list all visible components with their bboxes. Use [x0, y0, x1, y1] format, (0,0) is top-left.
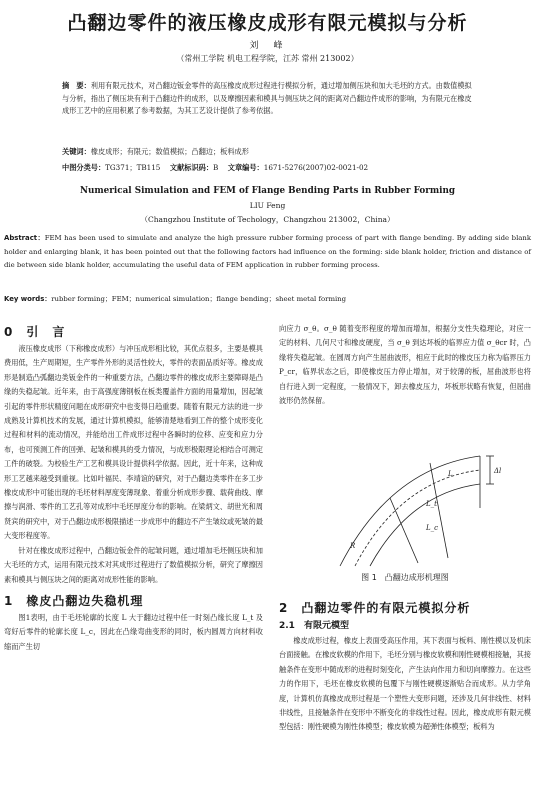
author-cn: 刘 峰 — [249, 41, 286, 51]
doc-code-value: B — [213, 163, 219, 172]
abstract-cn-label: 摘 要： — [62, 81, 91, 90]
figure-label-R: R — [350, 542, 356, 550]
figure-inner-arc — [370, 484, 480, 566]
figure-outer-arc — [340, 456, 480, 566]
affiliation-en: （Changzhou Institute of Techology，Changzhou 213002，China） — [140, 215, 395, 224]
abstract-cn — [62, 80, 472, 118]
figure-radial-line-1 — [430, 463, 448, 558]
keywords-cn-label: 关键词： — [62, 147, 91, 156]
clc-label: 中图分类号： — [62, 163, 106, 172]
section-1-paragraph-1-cont: 向应力 σ_θ。σ_θ 随着变形程度的增加而增加，根据分支性失稳理论，对应一定的材料、几何尺寸和橡皮硬度，当 σ_θ 到达坏板的临界应力值 σ_θcr 时，凸缘将失稳起皱。在圆周方向产生屈曲波形，相应于此时的橡皮压力称为临界压力 P_cr，临界状态之后，即使橡皮压力停止增加，对于较薄的板，屈曲波形也将自行进入到一定程度，一般情况下，卸去橡皮压力，坏板形状略有恢复，但屈曲波形仍然保留。 — [279, 324, 531, 406]
right-column-top — [279, 322, 531, 408]
figure-label-dl: Δl — [494, 467, 502, 475]
figure-label-Lc: L_c — [426, 524, 439, 532]
doc-code-label: 文献标识码： — [169, 163, 214, 172]
keywords-en — [4, 293, 531, 305]
section-0-heading: 0 引 言 — [4, 325, 66, 339]
classification-cn — [62, 162, 472, 175]
article-id-label: 文章编号： — [227, 163, 264, 172]
affiliation-cn: （常州工学院 机电工程学院，江苏 常州 213002） — [176, 54, 359, 63]
section-0-paragraph-1: 液压橡皮成形（下称橡皮成形）与冲压成形相比较，其优点很多，主要是模具费用低，生产周期短，生产零件外形的灵活性较大，零件的表面品质好等。橡皮成形是制造凸弧翻边类钣金件的一种重要方法，凸翻边零件的橡皮成形主要障碍是凸缘的失稳起皱。近年来，由于高强度薄钢板在板类覆盖件方面的用量增加，因起皱引起的零件形状精度问题在成形研究中也变得日趋重要。随着有限元方法的进一步成熟及计算机技术的发展，通过计算机模拟，能够清楚地看到工件的整个成形变化过程和材料的流动情况，并能给出工件成形过程中各瞬时的位移、应变和应力分布，也可预测工件的回弹、起皱和模具的受力情况，与成形极限理论相结合可测定工件的破裂。为校验生产工艺和模具设计提供科学依据。因此，近十年来，这种成形工艺越来越受到重视。比如叶福民、李靖谊的研究，对于凸翻边类零件在多工步橡皮成形中可能出现的毛坯材料厚度变薄现象、着重分析成形步骤、载荷曲线、摩擦与润滑、零件的工艺孔等对成形中毛坯厚度分布的影响。在梁炳文、胡世光和周贤宾的研究中，对于凸翻边成形极限描述一步成形中的翻边不产生皱纹或死皱的最大变形程度等。 — [4, 344, 263, 541]
keywords-cn — [62, 146, 472, 159]
abstract-en-label: Abstract： — [4, 234, 45, 242]
paper-title-en: Numerical Simulation and FEM of Flange Bending Parts in Rubber Forming — [79, 186, 456, 196]
abstract-cn-text: 利用有限元技术，对凸翻边钣金零件的高压橡皮成形过程进行模拟分析，通过增加侧压块和加大毛坯的方式。由数值模拟与分析，指出了侧压块有利于凸翻边件的成形，以及摩擦因素和模具与侧压块之间的距离对凸翻边件成形的影响，为有限元在橡皮成形工艺中的应用积累了参考数据，为其工艺设计提供了参考依据。 — [62, 81, 472, 116]
abstract-en — [4, 232, 531, 273]
paper-title-cn: 凸翻边零件的液压橡皮成形有限元模拟与分析 — [67, 12, 468, 34]
right-column-bottom — [279, 598, 531, 735]
section-1-heading: 1 橡皮凸翻边失稳机理 — [4, 593, 144, 608]
abstract-en-text: FEM has been used to simulate and analyze the high pressure rubber forming process of part with flange bending. By adding side blank holder and enlarging blank, it has been pointed out that the following factors had influence on the forming: side blank holder, friction and distance of die between side blank holder, accumulating the useful data of FEM application in rubber forming process. — [4, 234, 532, 270]
section-2-heading: 2 凸翻边零件的有限元模拟分析 — [279, 601, 471, 615]
figure-1-diagram — [330, 448, 510, 568]
figure-1-caption: 图 1 凸翻边成形机理图 — [361, 573, 449, 582]
section-2-1-heading: 2.1 有限元模型 — [279, 621, 349, 631]
section-1-paragraph-1: 图1表明，由于毛坯轮廓的长度 L 大于翻边过程中任一时刻凸缘长度 L_t 及弯好后零件的轮廓长度 L_c，因此在凸缘弯曲变形的同时，板内圆周方向材料收缩而产生切 — [4, 612, 263, 651]
keywords-cn-text: 橡皮成形；有限元；数值模拟；凸翻边；板料成形 — [90, 147, 249, 156]
left-column — [4, 322, 263, 654]
keywords-en-text: rubber forming；FEM；numerical simulation；flange bending；sheet metal forming — [51, 295, 347, 303]
section-0-paragraph-2: 针对在橡皮成形过程中，凸翻边钣金件的起皱问题，通过增加毛坯侧压块和加大毛坯的方式，运用有限元技术对其成形过程进行了数值模拟分析，研究了摩擦因素和模具与侧压块之间的距离对成形性能的影响。 — [4, 545, 263, 584]
section-2-1-paragraph-1: 橡皮成形过程，橡皮上表面受高压作用，其下表面与板料、刚性模以及机床台面接触。在橡皮软模的作用下，毛坯分别与橡皮软模和刚性硬模相接触，其接触条件在变形中随成形的进程时刻变化，产生法向作用力和切向摩擦力。在这些力的作用下，毛坯在橡皮软模的包覆下与刚性硬模逐渐贴合而成形。从力学角度，计算机仿真橡皮成形过程是一个塑性大变形问题，还涉及几何非线性、材料非线性，且接触条件在变形中不断变化的非线性过程。因此，橡皮成形有限元模型包括：刚性硬模为刚性体模型；橡皮软模为超弹性体模型；板料为 — [279, 636, 531, 732]
clc-value: TG371；TB115 — [105, 163, 161, 172]
figure-label-L: L — [448, 470, 453, 478]
article-id-value: 1671-5276(2007)02-0021-02 — [263, 163, 369, 172]
figure-mid-arc — [355, 470, 480, 566]
author-en: LIU Feng — [249, 201, 286, 210]
keywords-en-label: Key words： — [4, 295, 52, 303]
figure-label-Lt: L_t — [426, 500, 437, 508]
